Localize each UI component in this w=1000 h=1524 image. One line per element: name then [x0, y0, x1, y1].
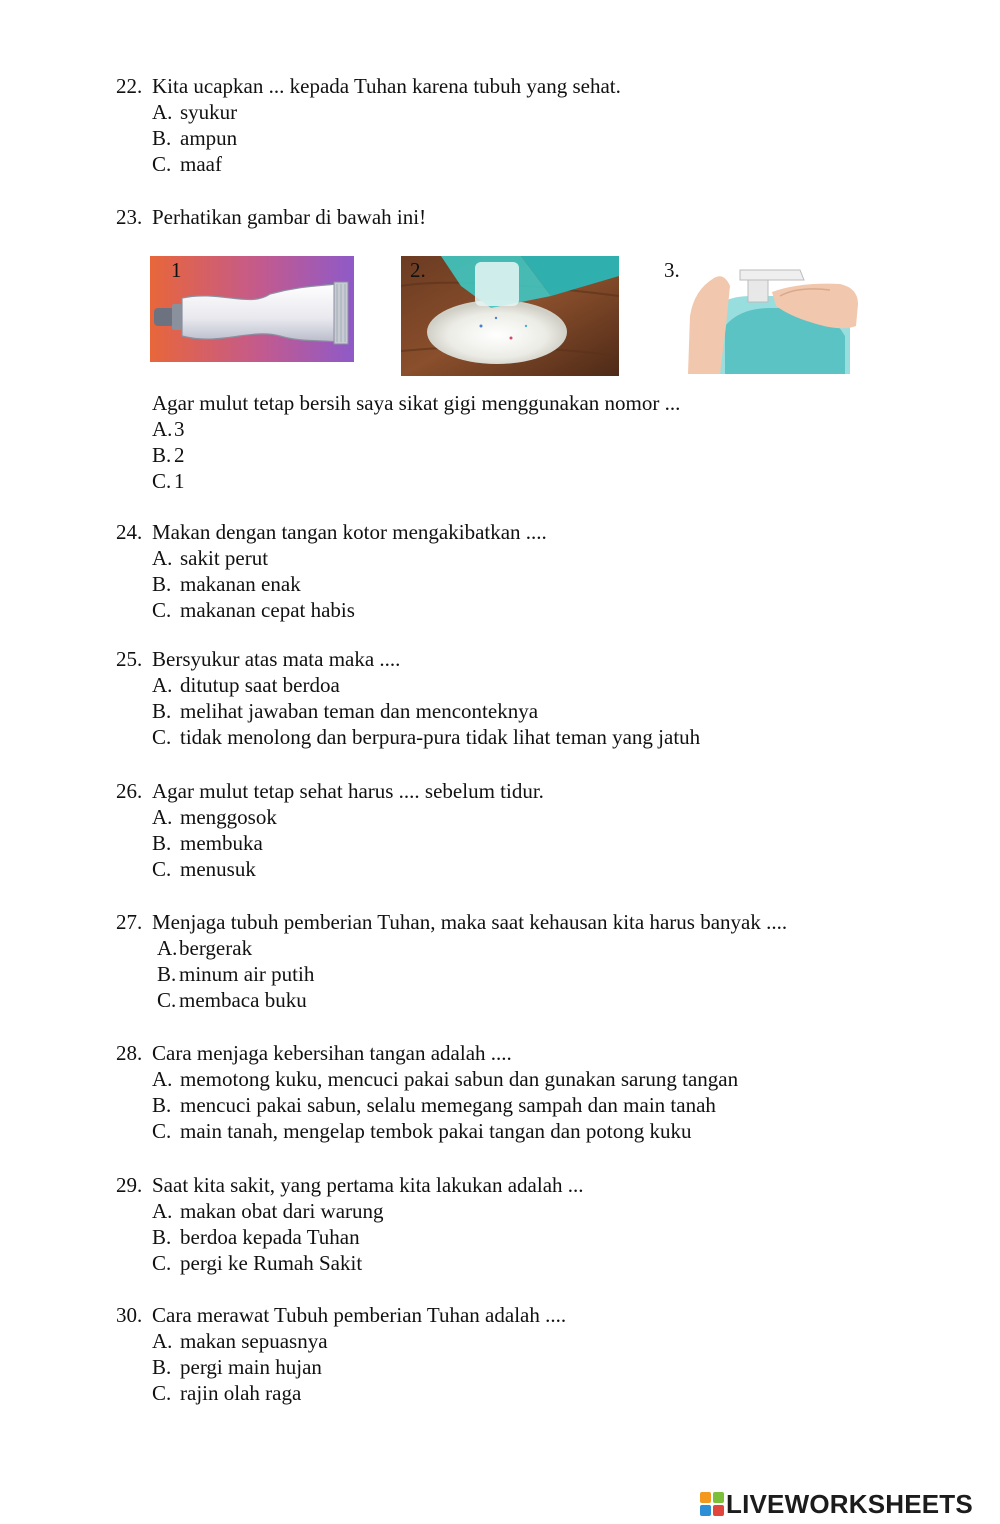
option-text: tidak menolong dan berpura-pura tidak lihat teman yang jatuh — [180, 725, 701, 750]
option-label: A. — [152, 1199, 173, 1223]
question-number: 26. — [116, 779, 143, 803]
question-text: Perhatikan gambar di bawah ini! — [152, 205, 427, 229]
option-label: C. — [152, 152, 172, 177]
option-text: menggosok — [180, 805, 277, 829]
question-number: 24. — [116, 520, 143, 544]
option-text: ditutup saat berdoa — [180, 673, 340, 697]
option-label: A. — [152, 546, 173, 570]
option-text: main tanah, mengelap tembok pakai tangan dan potong kuku — [180, 1119, 692, 1144]
question-24 — [116, 519, 976, 624]
image-label-3: 3. — [664, 258, 680, 282]
question-subtext: Agar mulut tetap bersih saya sikat gigi menggunakan nomor ... — [152, 391, 681, 415]
option-label: A. — [152, 1329, 173, 1353]
question-number: 25. — [116, 647, 143, 671]
option-text: membaca buku — [179, 988, 307, 1013]
option-label: A. — [152, 417, 173, 441]
question-23-images — [150, 256, 870, 376]
question-23 — [116, 204, 976, 230]
option-text: rajin olah raga — [180, 1381, 302, 1406]
image-label-1: 1 — [171, 258, 182, 282]
option-label: C. — [152, 1381, 172, 1406]
option-label: C. — [152, 1251, 172, 1276]
option-label: A. — [152, 1067, 173, 1091]
option-label: B. — [157, 962, 177, 987]
question-23-prompt — [116, 390, 976, 495]
question-30 — [116, 1302, 976, 1407]
question-number: 29. — [116, 1173, 143, 1197]
question-text: Kita ucapkan ... kepada Tuhan karena tubuh yang sehat. — [152, 74, 621, 98]
option-text: makanan enak — [180, 572, 301, 597]
option-label: C. — [152, 857, 172, 882]
question-number: 27. — [116, 910, 143, 934]
option-label: A. — [152, 100, 173, 124]
option-label: B. — [152, 831, 172, 856]
option-label: B. — [152, 443, 172, 468]
option-text: membuka — [180, 831, 263, 856]
question-text: Cara menjaga kebersihan tangan adalah .... — [152, 1041, 512, 1065]
option-text: memotong kuku, mencuci pakai sabun dan gunakan sarung tangan — [180, 1067, 739, 1091]
option-text: minum air putih — [179, 962, 315, 987]
option-text: mencuci pakai sabun, selalu memegang sampah dan main tanah — [180, 1093, 716, 1118]
question-text: Makan dengan tangan kotor mengakibatkan .... — [152, 520, 547, 544]
option-label: C. — [157, 988, 177, 1013]
option-text: bergerak — [179, 936, 253, 960]
option-label: A. — [157, 936, 178, 960]
option-label: B. — [152, 699, 172, 724]
option-label: B. — [152, 1225, 172, 1250]
question-25 — [116, 646, 976, 751]
question-number: 30. — [116, 1303, 143, 1327]
detergent-powder-icon — [401, 256, 619, 376]
option-text: maaf — [180, 152, 222, 177]
option-text: sakit perut — [180, 546, 269, 570]
option-text: makanan cepat habis — [180, 598, 355, 623]
option-label: C. — [152, 469, 172, 494]
liveworksheets-logo-icon — [700, 1492, 724, 1516]
liveworksheets-logo[interactable] — [700, 1488, 973, 1520]
option-text: pergi ke Rumah Sakit — [180, 1251, 363, 1276]
question-number: 23. — [116, 205, 143, 229]
option-label: C. — [152, 598, 172, 623]
question-text: Cara merawat Tubuh pemberian Tuhan adalah .... — [152, 1303, 567, 1327]
option-label: A. — [152, 805, 173, 829]
option-text: pergi main hujan — [180, 1355, 322, 1380]
option-label: C. — [152, 725, 172, 750]
option-label: B. — [152, 1355, 172, 1380]
question-29 — [116, 1172, 976, 1277]
option-text: makan obat dari warung — [180, 1199, 384, 1223]
hand-soap-pump-icon — [680, 256, 860, 374]
option-text: makan sepuasnya — [180, 1329, 328, 1353]
option-text: 2 — [174, 443, 185, 468]
question-22 — [116, 73, 976, 178]
option-text: 1 — [174, 469, 185, 494]
option-text: ampun — [180, 126, 238, 151]
question-number: 22. — [116, 74, 143, 98]
question-text: Agar mulut tetap sehat harus .... sebelum tidur. — [152, 779, 544, 803]
image-label-2: 2. — [410, 258, 426, 282]
question-number: 28. — [116, 1041, 143, 1065]
option-text: menusuk — [180, 857, 256, 882]
question-text: Saat kita sakit, yang pertama kita lakukan adalah ... — [152, 1173, 584, 1197]
option-label: C. — [152, 1119, 172, 1144]
question-27 — [116, 909, 976, 1014]
option-label: B. — [152, 1093, 172, 1118]
option-label: B. — [152, 126, 172, 151]
option-label: B. — [152, 572, 172, 597]
question-text: Menjaga tubuh pemberian Tuhan, maka saat kehausan kita harus banyak .... — [152, 910, 788, 934]
option-label: A. — [152, 673, 173, 697]
logo-text: LIVEWORKSHEETS — [726, 1488, 973, 1519]
question-26 — [116, 778, 976, 883]
option-text: 3 — [174, 417, 185, 441]
question-28 — [116, 1040, 976, 1145]
option-text: berdoa kepada Tuhan — [180, 1225, 360, 1250]
option-text: melihat jawaban teman dan menconteknya — [180, 699, 539, 724]
option-text: syukur — [180, 100, 238, 124]
question-text: Bersyukur atas mata maka .... — [152, 647, 401, 671]
